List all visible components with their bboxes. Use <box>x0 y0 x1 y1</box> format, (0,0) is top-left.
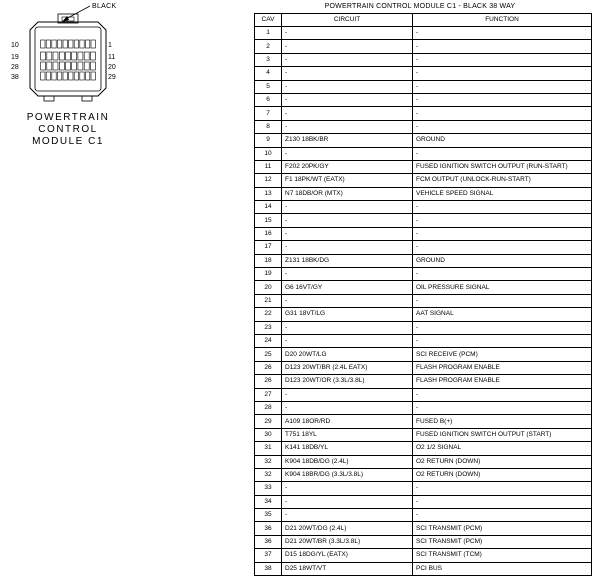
function-cell: - <box>413 241 592 254</box>
table-row <box>255 27 592 40</box>
pin-cavity <box>72 52 77 60</box>
cav-cell: 3 <box>255 53 282 66</box>
function-cell: - <box>413 401 592 414</box>
function-cell: - <box>413 334 592 347</box>
cav-cell: 33 <box>255 482 282 495</box>
table-row <box>255 415 592 428</box>
circuit-cell: Z130 18BK/BR <box>282 134 413 147</box>
pin-cavity <box>66 62 71 70</box>
connector-color-label: BLACK <box>92 3 117 10</box>
function-cell: FUSED IGNITION SWITCH OUTPUT (START) <box>413 428 592 441</box>
table-row <box>255 361 592 374</box>
circuit-cell: G31 18VT/LG <box>282 308 413 321</box>
pin-cavity <box>84 62 89 70</box>
table-row <box>255 254 592 267</box>
circuit-cell: D21 20WT/BR (3.3L/3.8L) <box>282 535 413 548</box>
pin-number-left-row2: 19 <box>11 54 19 61</box>
function-cell: - <box>413 27 592 40</box>
table-row <box>255 468 592 481</box>
table-row <box>255 281 592 294</box>
function-cell: FLASH PROGRAM ENABLE <box>413 375 592 388</box>
circuit-cell: D123 20WT/OR (3.3L/3.8L) <box>282 375 413 388</box>
cav-cell: 6 <box>255 93 282 106</box>
caption-line-1: POWERTRAIN <box>26 112 110 123</box>
function-cell: - <box>413 495 592 508</box>
cav-cell: 14 <box>255 201 282 214</box>
connector-face-drawing <box>0 0 240 110</box>
circuit-cell: D25 18WT/VT <box>282 562 413 575</box>
table-row <box>255 482 592 495</box>
circuit-cell: - <box>282 482 413 495</box>
cav-cell: 34 <box>255 495 282 508</box>
function-cell: SCI TRANSMIT (TCM) <box>413 549 592 562</box>
pin-cavity <box>69 72 73 80</box>
header-cav: CAV <box>255 14 282 27</box>
caption-line-3: MODULE C1 <box>32 136 104 147</box>
pin-cavity <box>52 40 56 48</box>
table-row <box>255 268 592 281</box>
table-title: POWERTRAIN CONTROL MODULE C1 - BLACK 38 WAY <box>324 3 516 10</box>
pin-cavity <box>53 62 58 70</box>
table-row <box>255 455 592 468</box>
pin-cavity <box>57 40 61 48</box>
circuit-cell: - <box>282 67 413 80</box>
function-cell: O2 1/2 SIGNAL <box>413 442 592 455</box>
pin-cavity <box>72 62 77 70</box>
cav-cell: 20 <box>255 281 282 294</box>
pin-cavity <box>41 40 45 48</box>
cav-cell: 35 <box>255 509 282 522</box>
cav-cell: 22 <box>255 308 282 321</box>
cav-cell: 19 <box>255 268 282 281</box>
function-cell: - <box>413 40 592 53</box>
caption-line-2: CONTROL <box>38 124 98 135</box>
pin-cavity <box>47 62 52 70</box>
cav-cell: 10 <box>255 147 282 160</box>
cav-cell: 8 <box>255 120 282 133</box>
table-row <box>255 214 592 227</box>
function-cell: - <box>413 147 592 160</box>
table-row <box>255 67 592 80</box>
table-row <box>255 93 592 106</box>
pin-cavity <box>59 62 64 70</box>
pin-cavity <box>91 40 95 48</box>
table-row <box>255 549 592 562</box>
cav-cell: 11 <box>255 160 282 173</box>
circuit-cell: - <box>282 120 413 133</box>
table-row <box>255 522 592 535</box>
pin-cavity <box>41 72 45 80</box>
pin-cavity <box>80 40 84 48</box>
pin-cavity <box>53 52 58 60</box>
table-row <box>255 120 592 133</box>
cav-cell: 31 <box>255 442 282 455</box>
pin-cavity <box>80 72 84 80</box>
pin-cavity <box>47 52 52 60</box>
function-cell: - <box>413 482 592 495</box>
cav-cell: 15 <box>255 214 282 227</box>
pin-cavity <box>41 62 46 70</box>
function-cell: - <box>413 294 592 307</box>
circuit-cell: K141 18DB/YL <box>282 442 413 455</box>
table-row <box>255 40 592 53</box>
circuit-cell: N7 18DB/OR (MTX) <box>282 187 413 200</box>
function-cell: AAT SIGNAL <box>413 308 592 321</box>
function-cell: FUSED B(+) <box>413 415 592 428</box>
header-function: FUNCTION <box>413 14 592 27</box>
table-row <box>255 187 592 200</box>
pin-cavity <box>90 52 95 60</box>
circuit-cell: - <box>282 334 413 347</box>
table-row <box>255 388 592 401</box>
cav-cell: 4 <box>255 67 282 80</box>
circuit-cell: F202 20PK/GY <box>282 160 413 173</box>
circuit-cell: - <box>282 27 413 40</box>
pin-cavity <box>66 52 71 60</box>
table-row <box>255 535 592 548</box>
function-cell: - <box>413 321 592 334</box>
table-row <box>255 201 592 214</box>
function-cell: O2 RETURN (DOWN) <box>413 455 592 468</box>
circuit-cell: D20 20WT/LG <box>282 348 413 361</box>
circuit-cell: Z131 18BK/DG <box>282 254 413 267</box>
cav-cell: 36 <box>255 522 282 535</box>
circuit-cell: T751 18YL <box>282 428 413 441</box>
pin-cavity <box>90 62 95 70</box>
cav-cell: 12 <box>255 174 282 187</box>
cav-cell: 38 <box>255 562 282 575</box>
cav-cell: 26 <box>255 375 282 388</box>
cav-cell: 1 <box>255 27 282 40</box>
table-row <box>255 321 592 334</box>
circuit-cell: - <box>282 214 413 227</box>
table-row <box>255 348 592 361</box>
function-cell: - <box>413 107 592 120</box>
pin-cavity <box>91 72 95 80</box>
pin-number-right-row1: 1 <box>108 42 112 49</box>
table-row <box>255 174 592 187</box>
cav-cell: 13 <box>255 187 282 200</box>
cav-cell: 25 <box>255 348 282 361</box>
table-row <box>255 294 592 307</box>
pin-number-right-row2: 11 <box>108 54 116 61</box>
pin-cavity <box>46 72 50 80</box>
table-row <box>255 80 592 93</box>
pin-cavity <box>63 72 67 80</box>
table-row <box>255 428 592 441</box>
pin-cavity <box>74 72 78 80</box>
circuit-cell: - <box>282 227 413 240</box>
circuit-cell: - <box>282 321 413 334</box>
table-row <box>255 147 592 160</box>
function-cell: PCI BUS <box>413 562 592 575</box>
circuit-cell: - <box>282 495 413 508</box>
circuit-cell: F1 18PK/WT (EATX) <box>282 174 413 187</box>
function-cell: - <box>413 93 592 106</box>
pin-cavity <box>52 72 56 80</box>
circuit-cell: D15 18DG/YL (EATX) <box>282 549 413 562</box>
pin-cavity-grid <box>41 40 96 80</box>
function-cell: SCI RECEIVE (PCM) <box>413 348 592 361</box>
circuit-cell: - <box>282 40 413 53</box>
function-cell: GROUND <box>413 134 592 147</box>
pin-cavity <box>84 52 89 60</box>
table-row <box>255 160 592 173</box>
table-row <box>255 227 592 240</box>
pin-cavity <box>78 52 83 60</box>
circuit-cell: - <box>282 107 413 120</box>
circuit-cell: - <box>282 509 413 522</box>
function-cell: - <box>413 80 592 93</box>
table-row <box>255 562 592 575</box>
header-circuit: CIRCUIT <box>282 14 413 27</box>
table-row <box>255 53 592 66</box>
pin-cavity <box>41 52 46 60</box>
pinout-table <box>254 13 592 576</box>
cav-cell: 5 <box>255 80 282 93</box>
cav-cell: 2 <box>255 40 282 53</box>
cav-cell: 27 <box>255 388 282 401</box>
function-cell: - <box>413 268 592 281</box>
cav-cell: 21 <box>255 294 282 307</box>
circuit-cell: - <box>282 388 413 401</box>
table-header-row <box>255 14 592 27</box>
function-cell: FLASH PROGRAM ENABLE <box>413 361 592 374</box>
function-cell: - <box>413 227 592 240</box>
cav-cell: 32 <box>255 455 282 468</box>
function-cell: SCI TRANSMIT (PCM) <box>413 522 592 535</box>
function-cell: - <box>413 388 592 401</box>
pin-cavity <box>57 72 61 80</box>
pin-number-left-row3: 28 <box>11 64 19 71</box>
cav-cell: 23 <box>255 321 282 334</box>
cav-cell: 30 <box>255 428 282 441</box>
table-row <box>255 401 592 414</box>
connector-diagram <box>0 0 240 160</box>
table-row <box>255 134 592 147</box>
circuit-cell: - <box>282 93 413 106</box>
circuit-cell: - <box>282 147 413 160</box>
pin-number-right-row3: 20 <box>108 64 116 71</box>
cav-cell: 29 <box>255 415 282 428</box>
cav-cell: 9 <box>255 134 282 147</box>
function-cell: - <box>413 53 592 66</box>
pin-cavity <box>78 62 83 70</box>
circuit-cell: G6 16VT/GY <box>282 281 413 294</box>
function-cell: GROUND <box>413 254 592 267</box>
cav-cell: 37 <box>255 549 282 562</box>
function-cell: OIL PRESSURE SIGNAL <box>413 281 592 294</box>
pin-number-right-row4: 29 <box>108 74 116 81</box>
table-row <box>255 308 592 321</box>
circuit-cell: A109 18OR/RD <box>282 415 413 428</box>
pin-number-left-row1: 10 <box>11 42 19 49</box>
cav-cell: 7 <box>255 107 282 120</box>
circuit-cell: - <box>282 201 413 214</box>
circuit-cell: - <box>282 53 413 66</box>
pin-cavity <box>59 52 64 60</box>
circuit-cell: K904 18BR/DG (3.3L/3.8L) <box>282 468 413 481</box>
pin-cavity <box>46 40 50 48</box>
cav-cell: 17 <box>255 241 282 254</box>
table-row <box>255 375 592 388</box>
function-cell: - <box>413 120 592 133</box>
cav-cell: 32 <box>255 468 282 481</box>
table-row <box>255 442 592 455</box>
pin-cavity <box>63 40 67 48</box>
circuit-cell: K904 18DB/DG (2.4L) <box>282 455 413 468</box>
pin-number-left-row4: 38 <box>11 74 19 81</box>
circuit-cell: - <box>282 401 413 414</box>
pin-cavity <box>74 40 78 48</box>
circuit-cell: - <box>282 80 413 93</box>
circuit-cell: D21 20WT/DG (2.4L) <box>282 522 413 535</box>
function-cell: VEHICLE SPEED SIGNAL <box>413 187 592 200</box>
cav-cell: 16 <box>255 227 282 240</box>
table-row <box>255 241 592 254</box>
function-cell: FUSED IGNITION SWITCH OUTPUT (RUN-START) <box>413 160 592 173</box>
table-row <box>255 509 592 522</box>
pin-cavity <box>85 72 89 80</box>
function-cell: O2 RETURN (DOWN) <box>413 468 592 481</box>
pin-cavity <box>69 40 73 48</box>
function-cell: - <box>413 509 592 522</box>
function-cell: SCI TRANSMIT (PCM) <box>413 535 592 548</box>
cav-cell: 36 <box>255 535 282 548</box>
function-cell: FCM OUTPUT (UNLOCK-RUN-START) <box>413 174 592 187</box>
cav-cell: 18 <box>255 254 282 267</box>
circuit-cell: - <box>282 294 413 307</box>
cav-cell: 28 <box>255 401 282 414</box>
table-row <box>255 334 592 347</box>
pin-cavity <box>85 40 89 48</box>
table-row <box>255 107 592 120</box>
circuit-cell: - <box>282 268 413 281</box>
function-cell: - <box>413 214 592 227</box>
cav-cell: 26 <box>255 361 282 374</box>
function-cell: - <box>413 201 592 214</box>
table-row <box>255 495 592 508</box>
connector-caption <box>16 112 120 148</box>
circuit-cell: - <box>282 241 413 254</box>
function-cell: - <box>413 67 592 80</box>
circuit-cell: D123 20WT/BR (2.4L EATX) <box>282 361 413 374</box>
cav-cell: 24 <box>255 334 282 347</box>
